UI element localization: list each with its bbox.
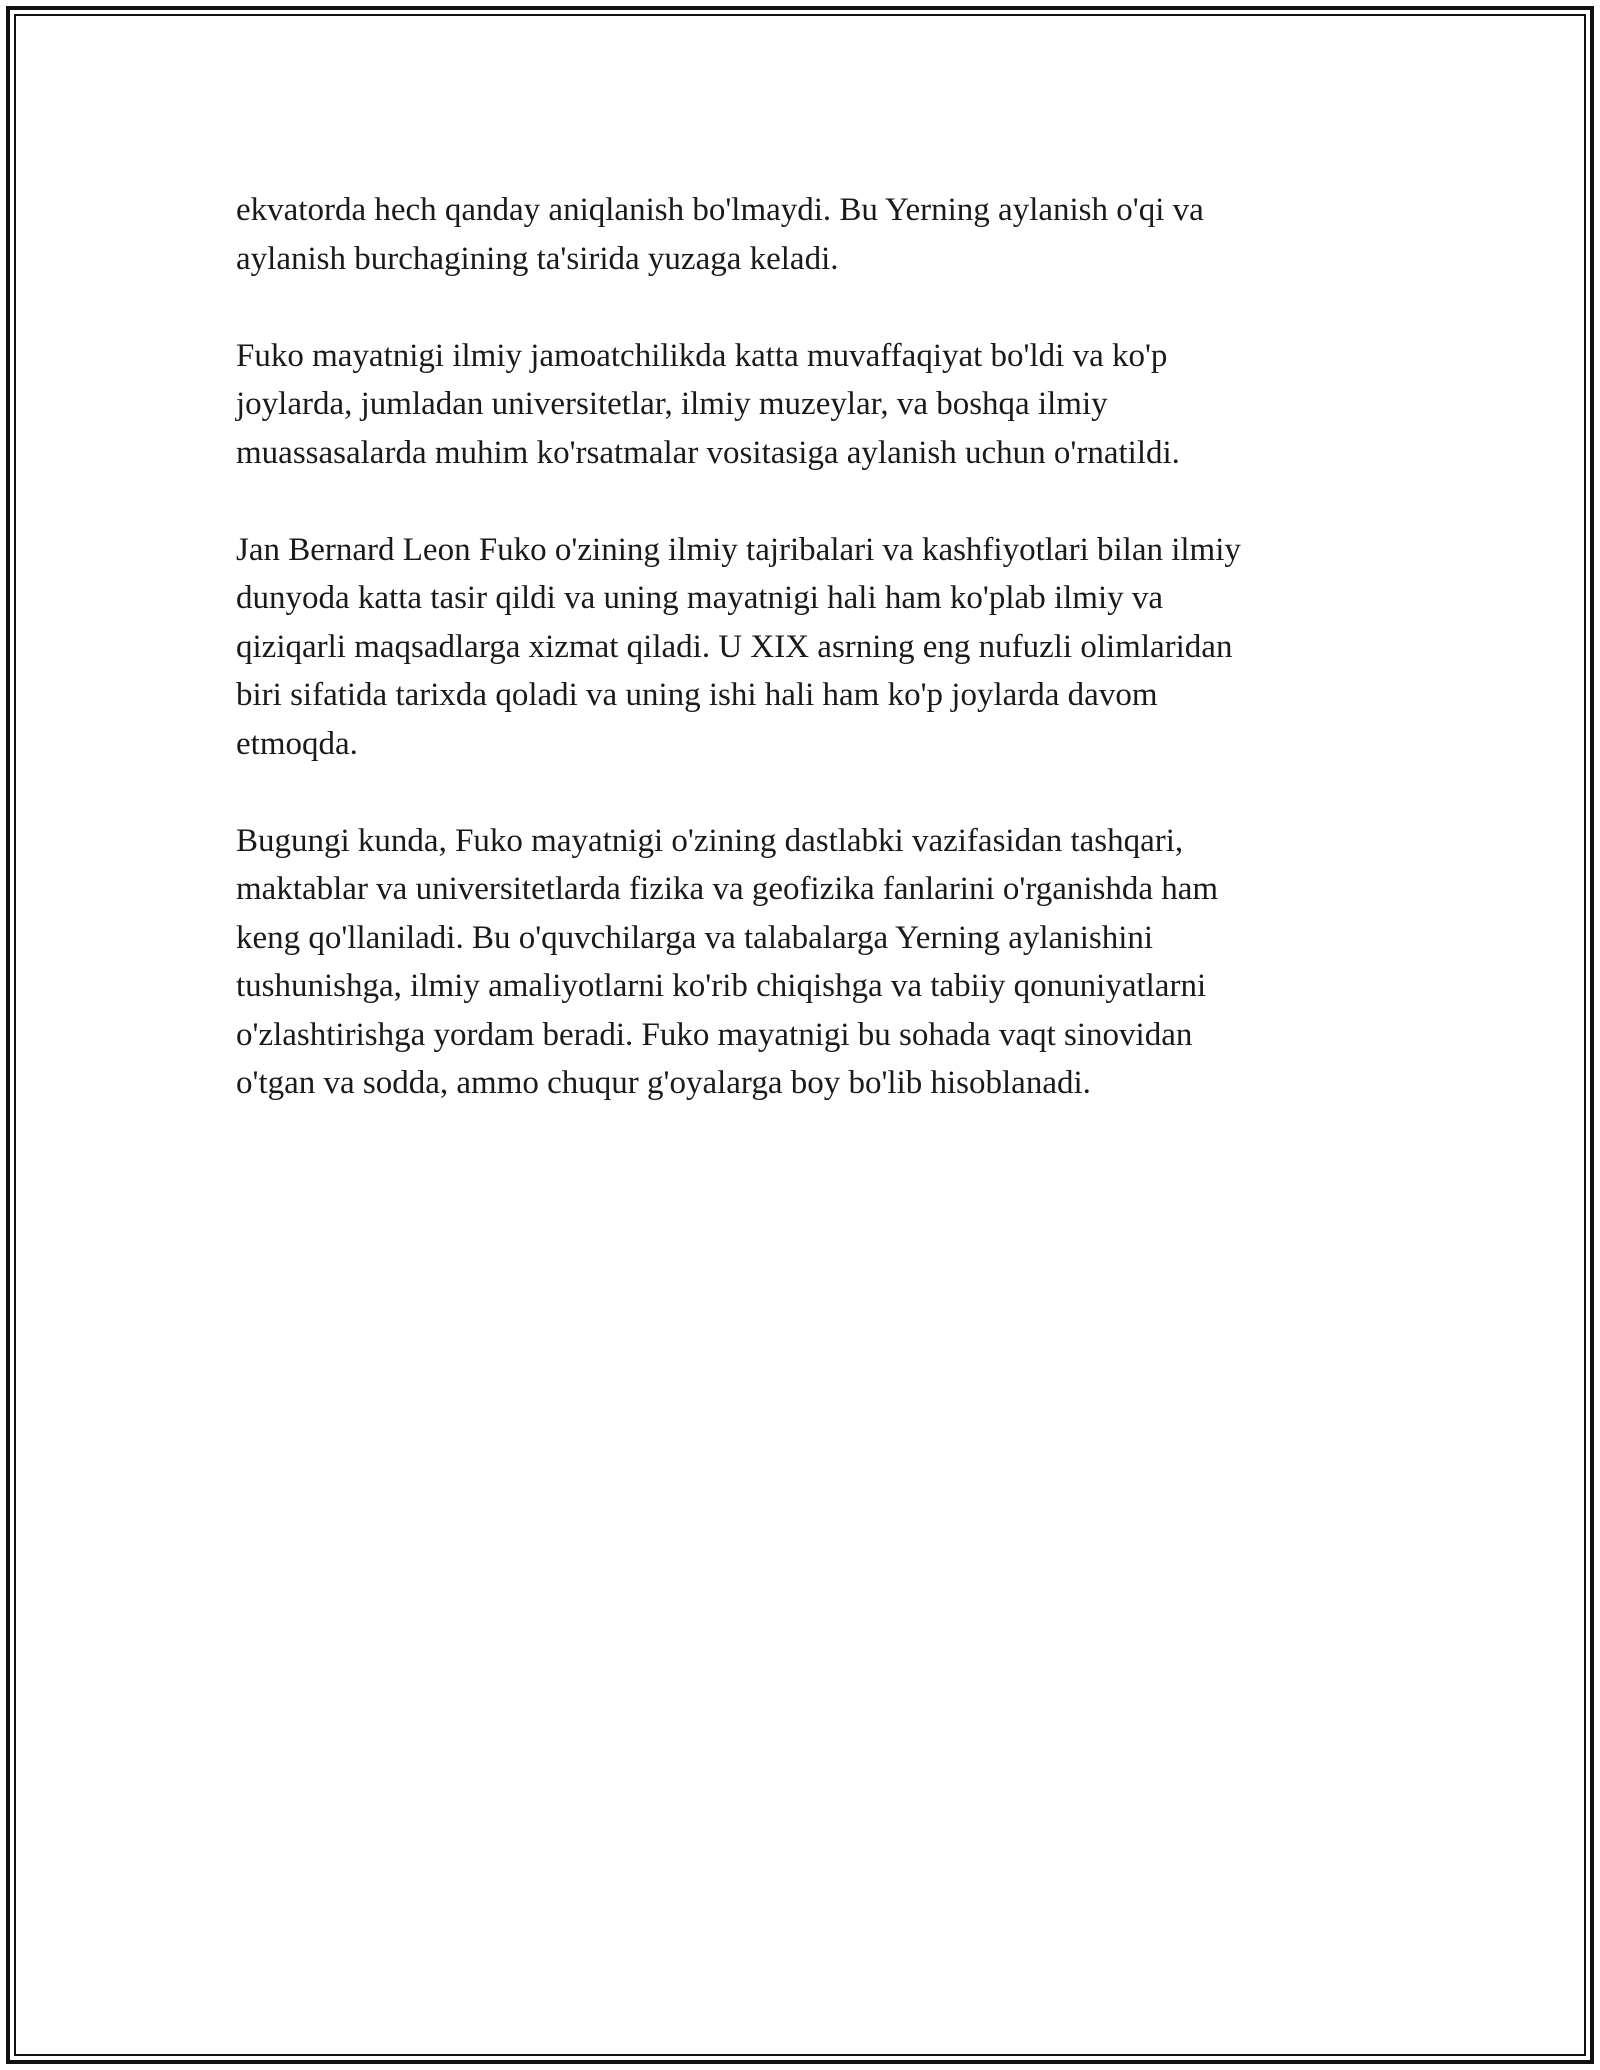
text-line: muassasalarda muhim ko'rsatmalar vositasiga aylanish uchun o'rnatildi. [236, 434, 1180, 471]
text-line: tushunishga, ilmiy amaliyotlarni ko'rib chiqishga va tabiiy qonuniyatlarni [236, 968, 1207, 1004]
text-line: etmoqda. [236, 725, 358, 762]
text-line: o'zlashtirishga yordam beradi. Fuko mayatnigi bu sohada vaqt sinovidan [236, 1016, 1193, 1053]
text-line: dunyoda katta tasir qildi va uning mayatnigi hali ham ko'plab ilmiy va [236, 580, 1164, 616]
text-line: o'tgan va sodda, ammo chuqur g'oyalarga boy bo'lib hisoblanadi. [236, 1065, 1091, 1101]
text-line: qiziqarli maqsadlarga xizmat qiladi. U XIX asrning eng nufuzli olimlaridan [236, 628, 1233, 665]
text-line: joylarda, jumladan universitetlar, ilmiy muzeylar, va boshqa ilmiy [236, 386, 1108, 422]
paragraph-3 [236, 526, 1366, 769]
text-line: maktablar va universitetlarda fizika va geofizika fanlarini o'rganishda ham [236, 871, 1219, 907]
document-body [236, 186, 1366, 1156]
paragraph-2 [236, 332, 1366, 478]
text-line: Jan Bernard Leon Fuko o'zining ilmiy tajribalari va kashfiyotlari bilan ilmiy [236, 531, 1241, 568]
text-line: biri sifatida tarixda qoladi va uning ishi hali ham ko'p joylarda davom [236, 677, 1158, 713]
text-line: Fuko mayatnigi ilmiy jamoatchilikda katta muvaffaqiyat bo'ldi va ko'p [236, 337, 1168, 374]
paragraph-1 [236, 186, 1366, 283]
paragraph-4 [236, 817, 1366, 1108]
text-line: keng qo'llaniladi. Bu o'quvchilarga va talabalarga Yerning aylanishini [236, 919, 1154, 956]
text-line: aylanish burchagining ta'sirida yuzaga keladi. [236, 240, 839, 277]
text-line: ekvatorda hech qanday aniqlanish bo'lmaydi. Bu Yerning aylanish o'qi va [236, 192, 1204, 228]
text-line: Bugungi kunda, Fuko mayatnigi o'zining dastlabki vazifasidan tashqari, [236, 822, 1184, 859]
